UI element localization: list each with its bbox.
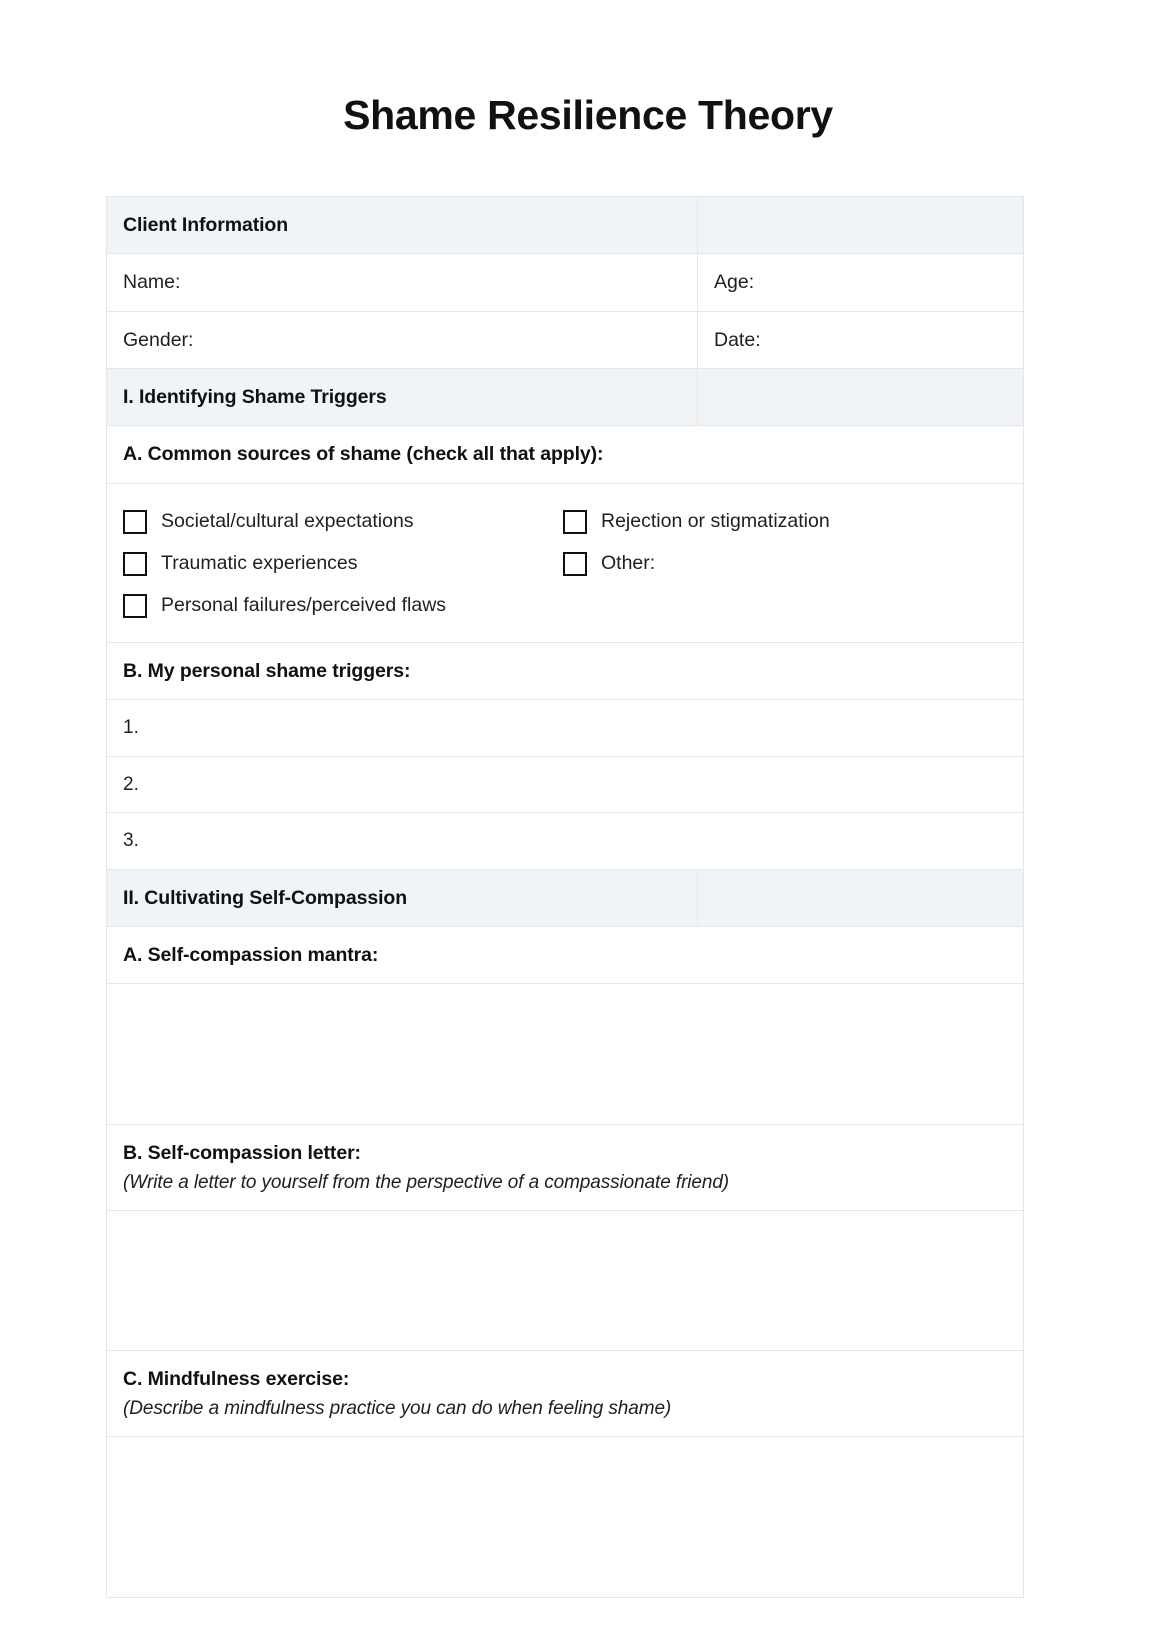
checkbox-icon[interactable] [563,510,587,534]
section-one-part-b-label-cell [107,642,1024,699]
table-row-section-two-part-b-label [107,1125,1024,1211]
checkbox-label: Traumatic experiences [161,551,358,574]
self-compassion-letter-answer-area[interactable] [107,1211,1023,1350]
checkbox-item-traumatic-experiences[interactable] [123,552,563,576]
table-row-section-two-part-a-answer [107,984,1024,1125]
checkbox-label: Rejection or stigmatization [601,509,830,532]
table-row-trigger-2 [107,756,1024,813]
table-row-gender-date [107,311,1024,368]
self-compassion-mantra-answer-area[interactable] [107,984,1023,1124]
section-one-header-cell [107,368,698,425]
section-two-header-cell [107,869,698,926]
table-row-trigger-1 [107,699,1024,756]
section-one-header-blank [698,368,1024,425]
checkbox-group [107,484,1023,642]
checkbox-icon[interactable] [123,510,147,534]
section-one-part-a-label-cell [107,426,1024,483]
gender-field-cell[interactable] [107,311,698,368]
table-row-section-two-part-a-label [107,927,1024,984]
section-one-header-label: I. Identifying Shame Triggers [123,385,387,408]
checkbox-icon[interactable] [123,552,147,576]
mindfulness-exercise-answer-area[interactable] [107,1437,1023,1597]
table-row-trigger-3 [107,813,1024,870]
date-label: Date: [714,328,761,351]
table-row-section-two-header [107,869,1024,926]
checkbox-item-other[interactable] [563,552,1007,576]
section-two-part-c-label: C. Mindfulness exercise: [123,1368,350,1391]
date-field-cell[interactable] [698,311,1024,368]
checkbox-icon[interactable] [123,594,147,618]
table-row-section-two-part-c-label [107,1351,1024,1437]
section-one-part-a-label: A. Common sources of shame (check all that apply): [123,443,604,466]
section-two-part-b-hint: (Write a letter to yourself from the perspective of a compassionate friend) [123,1171,730,1193]
client-information-header-blank [698,197,1024,254]
page-title: Shame Resilience Theory [343,92,833,138]
section-two-part-c-hint: (Describe a mindfulness practice you can do when feeling shame) [123,1397,672,1419]
trigger-1-cell[interactable] [107,699,1024,756]
checkbox-item-societal-cultural-expectations[interactable] [123,510,563,534]
client-information-header-label: Client Information [123,214,289,236]
table-row-section-one-part-a-label [107,426,1024,483]
mindfulness-exercise-answer-cell[interactable] [107,1437,1024,1598]
table-row-section-one-part-b-label [107,642,1024,699]
table-row-name-age [107,254,1024,311]
self-compassion-mantra-answer-cell[interactable] [107,984,1024,1125]
self-compassion-letter-answer-cell[interactable] [107,1211,1024,1351]
checkbox-label: Societal/cultural expectations [161,509,414,532]
gender-label: Gender: [123,328,194,351]
trigger-1-number: 1. [123,716,139,738]
table-row-section-two-part-c-answer [107,1437,1024,1598]
section-two-part-b-label: B. Self-compassion letter: [123,1142,361,1165]
table-row-client-information-header [107,197,1024,254]
checkbox-grid-spacer [563,594,1007,618]
checkbox-item-rejection-or-stigmatization[interactable] [563,510,1007,534]
worksheet-table [106,196,1024,1598]
age-field-cell[interactable] [698,254,1024,311]
checkbox-label: Personal failures/perceived flaws [161,593,447,616]
shame-source-checkbox-cell [107,483,1024,642]
trigger-3-number: 3. [123,830,139,852]
section-two-part-c-label-cell [107,1351,1024,1437]
table-row-shame-source-checkboxes [107,483,1024,642]
checkbox-item-personal-failures-perceived-flaws[interactable] [123,594,563,618]
name-field-cell[interactable] [107,254,698,311]
name-label: Name: [123,271,181,294]
section-two-header-label: II. Cultivating Self-Compassion [123,886,408,909]
client-information-header-cell [107,197,698,254]
trigger-3-cell[interactable] [107,813,1024,870]
section-two-part-a-label-cell [107,927,1024,984]
section-one-part-b-label: B. My personal shame triggers: [123,659,411,682]
checkbox-icon[interactable] [563,552,587,576]
table-row-section-two-part-b-answer [107,1211,1024,1351]
table-row-section-one-header [107,368,1024,425]
section-two-part-b-label-cell [107,1125,1024,1211]
checkbox-label: Other: [601,551,656,574]
trigger-2-cell[interactable] [107,756,1024,813]
section-two-header-blank [698,869,1024,926]
section-two-part-a-label: A. Self-compassion mantra: [123,944,379,967]
age-label: Age: [714,271,755,294]
trigger-2-number: 2. [123,773,139,795]
